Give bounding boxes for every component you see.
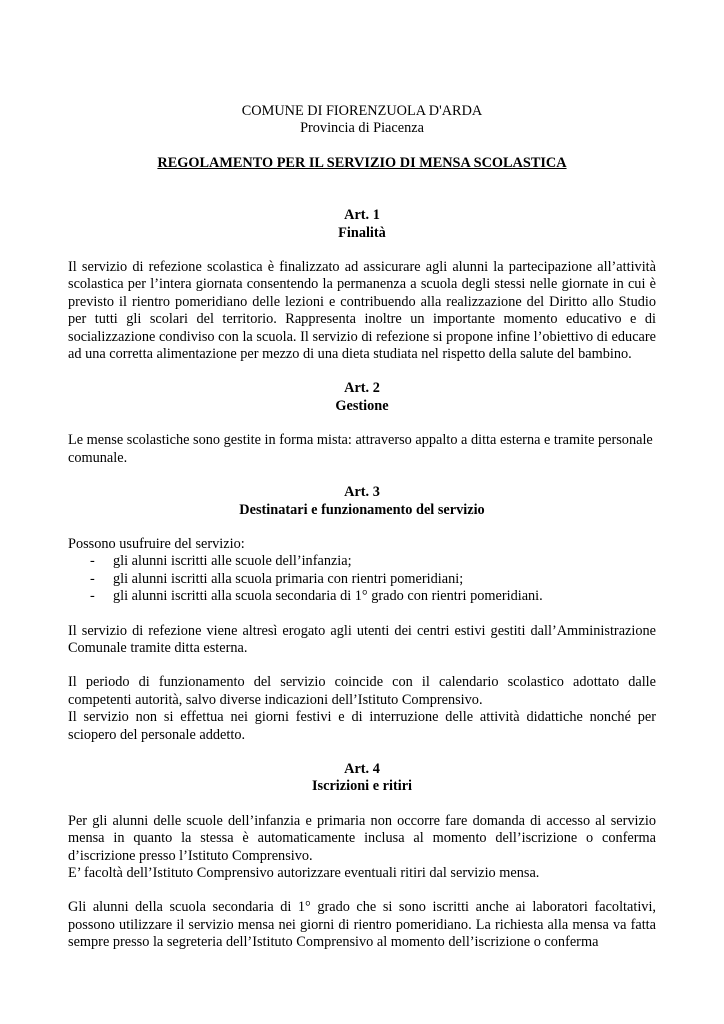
dash-bullet: - <box>90 553 95 570</box>
article-4 <box>68 761 656 952</box>
list-item <box>90 553 656 570</box>
document-header <box>68 103 656 172</box>
municipality-name: COMUNE DI FIORENZUOLA D'ARDA <box>241 103 483 119</box>
article-3-paragraph-2: Il periodo di funzionamento del servizio coincide con il calendario scolastico adottato dalle competenti autorità, salvo diverse indicazioni dell’Istituto Comprensivo. <box>68 674 656 708</box>
article-4-paragraph-2: E’ facoltà dell’Istituto Comprensivo autorizzare eventuali ritiri dal servizio mensa. <box>68 865 540 881</box>
list-item-text: gli alunni iscritti alla scuola primaria con rientri pomeridiani; <box>113 570 464 587</box>
article-2-paragraph: Le mense scolastiche sono gestite in forma mista: attraverso appalto a ditta esterna e tramite personale comunale. <box>68 432 653 466</box>
dash-bullet: - <box>90 570 95 587</box>
article-3-heading: Destinatari e funzionamento del servizio <box>239 501 485 518</box>
article-3-number: Art. 3 <box>344 484 380 501</box>
list-item-text: gli alunni iscritti alla scuola secondaria di 1° grado con rientri pomeridiani. <box>113 588 543 605</box>
article-3 <box>68 484 656 744</box>
dash-bullet: - <box>90 588 95 605</box>
article-4-number: Art. 4 <box>344 760 380 777</box>
province-name: Provincia di Piacenza <box>300 120 424 137</box>
article-3-intro: Possono usufruire del servizio: <box>68 535 245 552</box>
article-1-number: Art. 1 <box>344 207 380 224</box>
list-item-text: gli alunni iscritti alle scuole dell’infanzia; <box>113 553 352 570</box>
article-2 <box>68 380 656 467</box>
article-4-heading: Iscrizioni e ritiri <box>311 778 413 795</box>
article-1-heading: Finalità <box>338 224 386 241</box>
document-page <box>68 103 656 952</box>
article-3-paragraph-1: Il servizio di refezione viene altresì erogato agli utenti dei centri estivi gestiti dall’Amministrazione Comunale tramite ditta esterna. <box>68 622 656 656</box>
recipients-list <box>68 553 656 605</box>
list-item <box>90 571 656 588</box>
list-item <box>90 588 656 605</box>
document-title: REGOLAMENTO PER IL SERVIZIO DI MENSA SCOLASTICA <box>157 154 567 171</box>
article-2-number: Art. 2 <box>344 380 380 397</box>
article-1-paragraph: Il servizio di refezione scolastica è finalizzato ad assicurare agli alunni la partecipazione all’attività scolastica per l’intera giornata consentendo la permanenza a scuola degli stessi nelle giornate in cui è previsto il rientro pomeridiano delle lezioni e contribuendo alla realizzazione del Diritto allo Studio per tutti gli scolari del territorio. Rappresenta inoltre un importante momento educativo e di socializzazione condiviso con la scuola. Il servizio di refezione si propone infine l’obiettivo di educare ad una corretta alimentazione per mezzo di una dieta studiata nel rispetto della salute del bambino. <box>68 259 656 363</box>
article-4-paragraph-1: Per gli alunni delle scuole dell’infanzia e primaria non occorre fare domanda di accesso al servizio mensa in quanto la stessa è automaticamente inclusa al momento dell’iscrizione o conferma d’iscrizione presso l’Istituto Comprensivo. <box>68 812 656 864</box>
article-3-paragraph-3: Il servizio non si effettua nei giorni festivi e di interruzione delle attività didattiche nonché per sciopero del personale addetto. <box>68 709 656 743</box>
article-2-heading: Gestione <box>335 397 389 414</box>
article-1 <box>68 207 656 363</box>
article-4-paragraph-3: Gli alunni della scuola secondaria di 1° grado che si sono iscritti anche ai laboratori facoltativi, possono utilizzare il servizio mensa nei giorni di rientro pomeridiano. La richiesta alla mensa va fatta sempre presso la segreteria dell’Istituto Comprensivo al momento dell’iscrizione o conferma <box>68 899 656 951</box>
